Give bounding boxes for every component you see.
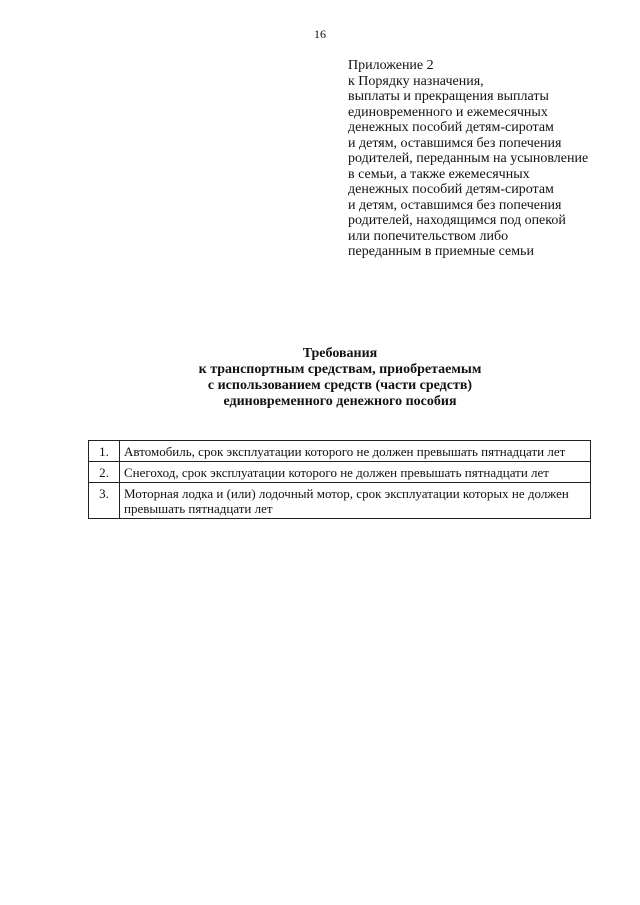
appendix-line: родителей, находящимся под опекой (348, 213, 566, 228)
appendix-line: и детям, оставшимся без попечения (348, 197, 562, 213)
requirements-table (88, 440, 591, 519)
appendix-line: Приложение 2 (348, 58, 434, 73)
appendix-line: единовременного и ежемесячных (348, 104, 548, 120)
appendix-line: к Порядку назначения, (348, 73, 484, 89)
appendix-line: денежных пособий детям-сиротам (348, 120, 554, 135)
appendix-line: и детям, оставшимся без попечения (348, 135, 562, 151)
row-text: Автомобиль, срок эксплуатации которого не должен превышать пятнадцати лет (120, 441, 591, 462)
document-title (120, 346, 560, 410)
appendix-line: выплаты и прекращения выплаты (348, 89, 549, 104)
table-row (89, 441, 591, 462)
row-number: 1. (89, 441, 120, 462)
row-number: 3. (89, 483, 120, 519)
title-line: к транспортным средствам, приобретаемым (198, 362, 482, 377)
table-row (89, 483, 591, 519)
page-number: 16 (314, 27, 326, 41)
row-text: Моторная лодка и (или) лодочный мотор, срок эксплуатации которых не должен превышать пятнадцати лет (120, 483, 591, 519)
title-line: с использованием средств (части средств) (207, 378, 473, 393)
appendix-line: или попечительством либо (348, 228, 509, 244)
appendix-header (348, 58, 608, 260)
row-text: Снегоход, срок эксплуатации которого не должен превышать пятнадцати лет (120, 462, 591, 483)
table-row (89, 462, 591, 483)
appendix-line: денежных пособий детям-сиротам (348, 182, 554, 197)
appendix-line: переданным в приемные семьи (348, 244, 534, 259)
row-number: 2. (89, 462, 120, 483)
appendix-line: в семьи, а также ежемесячных (348, 166, 530, 182)
title-line: Требования (302, 346, 378, 361)
appendix-line: родителей, переданным на усыновление (348, 151, 589, 166)
title-line: единовременного денежного пособия (223, 394, 457, 409)
